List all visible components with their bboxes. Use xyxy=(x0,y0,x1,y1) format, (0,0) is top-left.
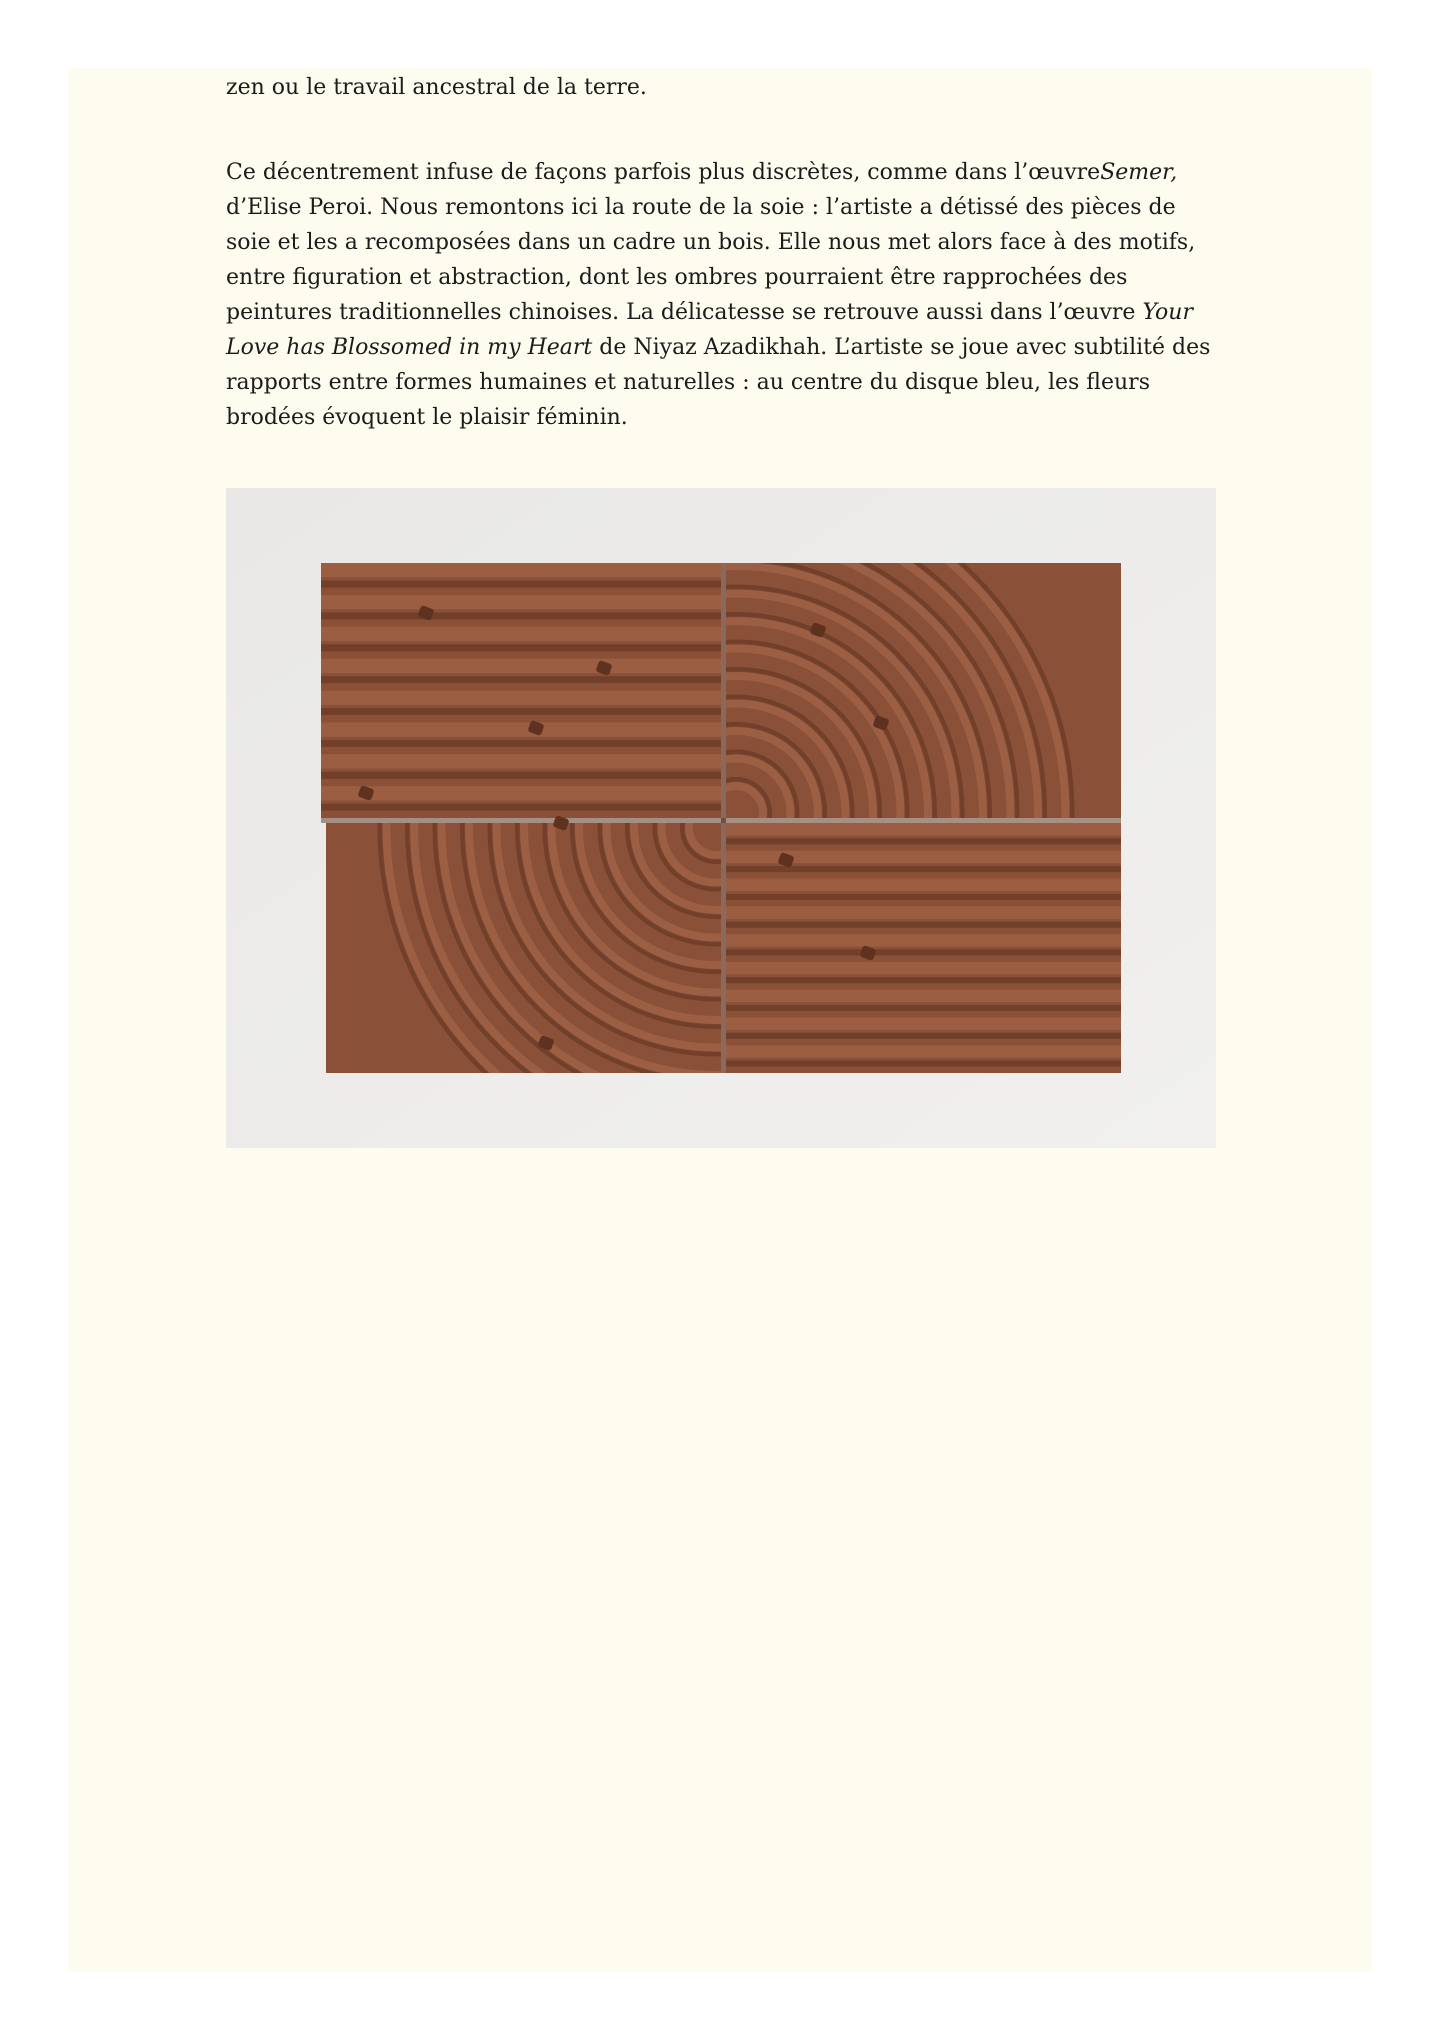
ridge-highlight xyxy=(316,691,726,705)
ridge-shadow xyxy=(721,922,1126,928)
ridge-highlight xyxy=(316,722,726,736)
ridge-highlight xyxy=(721,823,1126,836)
artwork-title-your-love: Your Love has Blossomed in my Heart xyxy=(226,300,1193,360)
relief-panels xyxy=(316,488,1126,1148)
ridge-shadow xyxy=(721,949,1126,955)
ridge-highlight xyxy=(721,1017,1126,1030)
paragraph-text-1: Ce décentrement infuse de façons parfois plus discrètes, comme dans l’œuvre xyxy=(226,160,1101,185)
ridge-shadow xyxy=(316,612,726,619)
ridge-shadow xyxy=(721,838,1126,844)
ridge-highlight xyxy=(316,563,726,577)
paragraph-continuation: zen ou le travail ancestral de la terre. xyxy=(226,75,647,100)
paragraph-main xyxy=(226,155,1216,435)
ridge-highlight xyxy=(721,962,1126,975)
ridge-shadow xyxy=(721,1005,1126,1011)
ridge-highlight xyxy=(316,659,726,673)
paragraph-text-2: d’Elise Peroi. Nous remontons ici la route de la soie : l’artiste a détissé des pièces de soie et les a recomposées dans un cadre un bois. Elle nous met alors face à des motifs, entre figuration et abstraction, dont les ombres pourraient être rapprochées des peintures traditionnelles chinoises. La délicatesse se retrouve aussi dans l’œuvre xyxy=(226,195,1196,325)
artwork-photo xyxy=(226,488,1216,1148)
ridge-shadow xyxy=(316,772,726,779)
ridge-shadow xyxy=(316,676,726,683)
ridge-highlight xyxy=(316,627,726,641)
ridge-shadow xyxy=(316,740,726,747)
ridge-shadow xyxy=(316,644,726,651)
ridge-highlight xyxy=(721,1045,1126,1058)
ridge-highlight xyxy=(721,906,1126,919)
ridge-shadow xyxy=(316,708,726,715)
document-page xyxy=(68,68,1372,1972)
ridge-highlight xyxy=(721,879,1126,892)
ridge-highlight xyxy=(721,934,1126,947)
ridge-highlight xyxy=(316,754,726,768)
ridge-shadow xyxy=(721,866,1126,872)
ridge-shadow xyxy=(721,977,1126,983)
ridge-highlight xyxy=(316,595,726,609)
ridge-shadow xyxy=(721,1033,1126,1039)
paragraph-text-3: de Niyaz Azadikhah. L’artiste se joue avec subtilité des rapports entre formes humaines et naturelles : au centre du disque bleu, les fleurs brodées évoquent le plaisir féminin. xyxy=(226,335,1211,430)
ridge-highlight xyxy=(721,990,1126,1003)
ridge-highlight xyxy=(316,786,726,800)
artwork-title-semer: Semer, xyxy=(1100,160,1178,185)
ridge-shadow xyxy=(721,1061,1126,1067)
horizontal-seam xyxy=(321,818,1121,823)
ridge-shadow xyxy=(316,581,726,588)
ridge-shadow xyxy=(721,894,1126,900)
clay-relief-sculpture xyxy=(226,488,1216,1148)
ridge-shadow xyxy=(316,804,726,811)
